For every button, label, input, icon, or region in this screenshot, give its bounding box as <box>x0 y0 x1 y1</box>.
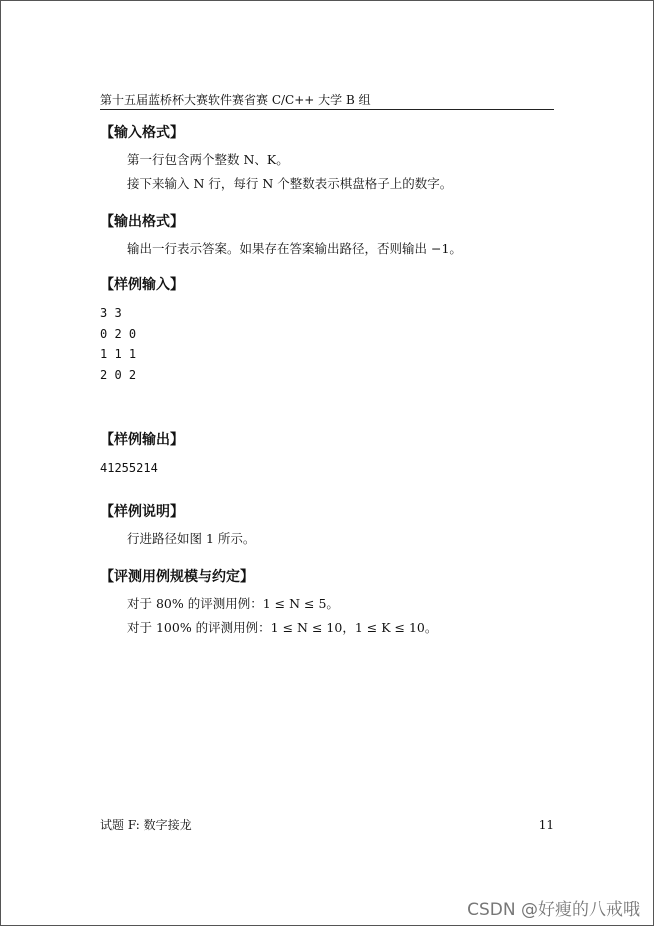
output-format-heading: 【输出格式】 <box>100 214 184 230</box>
constraints-heading: 【评测用例规模与约定】 <box>100 569 254 585</box>
sample-output-value: 41255214 <box>100 461 158 475</box>
csdn-watermark: CSDN @好瘦的八戒哦 <box>467 900 640 920</box>
constraints-line-2: 对于 100% 的评测用例：1 ≤ N ≤ 10，1 ≤ K ≤ 10。 <box>127 620 438 635</box>
sample-input-line: 3 3 <box>100 306 122 320</box>
header-rule <box>100 109 554 110</box>
output-format-line-1: 输出一行表示答案。如果存在答案输出路径，否则输出 −1。 <box>127 241 462 256</box>
sample-output-heading: 【样例输出】 <box>100 432 184 448</box>
sample-input-heading: 【样例输入】 <box>100 277 184 293</box>
sample-explanation-heading: 【样例说明】 <box>100 504 184 520</box>
input-format-line-1: 第一行包含两个整数 N、K。 <box>127 152 289 167</box>
running-header: 第十五届蓝桥杯大赛软件赛省赛 C/C++ 大学 B 组 <box>100 93 371 107</box>
constraints-line-1: 对于 80% 的评测用例：1 ≤ N ≤ 5。 <box>127 596 339 611</box>
sample-explanation-line: 行进路径如图 1 所示。 <box>127 531 256 546</box>
input-format-heading: 【输入格式】 <box>100 125 184 141</box>
page-number: 11 <box>538 818 554 832</box>
input-format-line-2: 接下来输入 N 行，每行 N 个整数表示棋盘格子上的数字。 <box>127 176 453 191</box>
sample-input-line: 2 0 2 <box>100 368 137 382</box>
footer-problem-label: 试题 F: 数字接龙 <box>100 818 192 832</box>
sample-input-line: 0 2 0 <box>100 327 137 341</box>
sample-input-line: 1 1 1 <box>100 347 137 361</box>
